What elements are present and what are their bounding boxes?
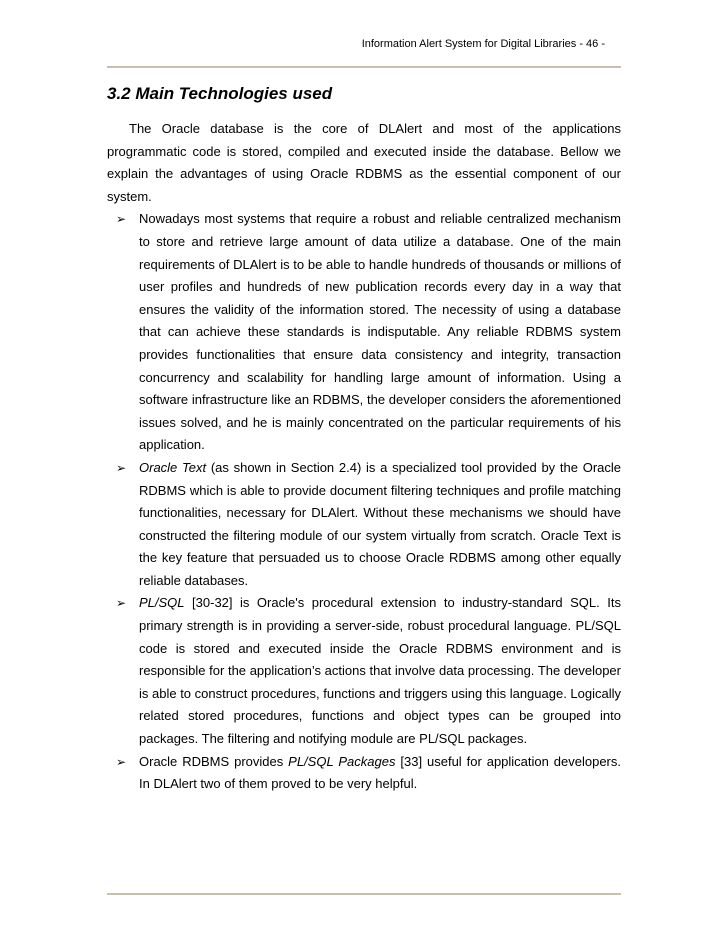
bullet-term: PL/SQL <box>139 595 185 611</box>
header-rule <box>107 66 621 68</box>
list-item <box>107 208 621 457</box>
bullet-text: (as shown in Section 2.4) is a specialized tool provided by the Oracle RDBMS which is able to provide document filtering techniques and profile matching functionalities, necessary for DLAlert. Without these mechanisms we should have constructed the filtering module of our system virtually from scratch. Oracle Text is the key feature that persuaded us to choose Oracle RDBMS among other equally reliable databases. <box>139 459 621 588</box>
list-item <box>107 457 621 593</box>
list-item <box>107 751 621 796</box>
bullet-text: [33] useful for application developers. In DLAlert two of them proved to be very helpful. <box>139 753 621 792</box>
body-content <box>107 118 621 796</box>
intro-paragraph: The Oracle database is the core of DLAlert and most of the applications programmatic code is stored, compiled and executed inside the database. Bellow we explain the advantages of using Oracle RDBMS as the essential component of our system. <box>107 121 621 204</box>
footer-rule <box>107 893 621 895</box>
bullet-term: PL/SQL Packages <box>288 753 396 769</box>
bullet-text: [30-32] is Oracle's procedural extension to industry-standard SQL. Its primary strength is in providing a server-side, robust procedural language. PL/SQL code is stored and executed inside the Oracle RDBMS environment and is responsible for the application’s actions that involve data processing. The developer is able to construct procedures, functions and triggers using this language. Logically related stored procedures, functions and object types can be grouped into packages. The filtering and notifying module are PL/SQL packages. <box>139 595 622 747</box>
arrow-bullet-icon: ➢ <box>116 596 127 611</box>
list-item <box>107 592 621 750</box>
section-heading: 3.2 Main Technologies used <box>107 84 333 103</box>
arrow-bullet-icon: ➢ <box>116 754 127 769</box>
bullet-text: Nowadays most systems that require a robust and reliable centralized mechanism to store and retrieve large amount of data utilize a database. One of the main requirements of DLAlert is to be able to handle hundreds of thousands or millions of user profiles and hundreds of new publication records every day in a way that ensures the validity of the information stored. The necessity of using a database that can achieve these standards is indisputable. Any reliable RDBMS system provides functionalities that ensure data consistency and integrity, transaction concurrency and scalability for handling large amount of information. Using a software infrastructure like an RDBMS, the developer considers the aforementioned issues solved, and he is mainly concentrated on the particular requirements of his application. <box>139 211 621 453</box>
running-header: Information Alert System for Digital Libraries - 46 - <box>361 38 605 50</box>
bullet-term: Oracle Text <box>139 459 207 475</box>
bullet-text-lead: Oracle RDBMS provides <box>139 753 289 769</box>
bullet-list <box>107 208 621 795</box>
arrow-bullet-icon: ➢ <box>116 460 127 475</box>
arrow-bullet-icon: ➢ <box>116 212 127 227</box>
